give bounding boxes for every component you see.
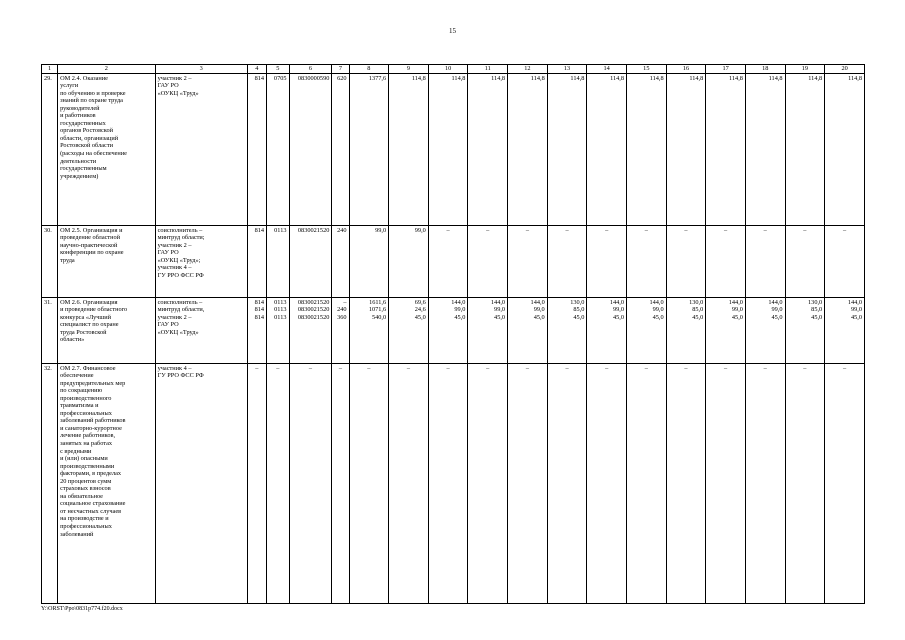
year-value-cell: 130,0 85,0 45,0 <box>547 297 587 363</box>
header-cell: 10 <box>428 65 468 74</box>
year-value-cell: 144,0 99,0 45,0 <box>468 297 508 363</box>
year-value-cell: 114,8 <box>666 73 706 225</box>
year-value-cell: 114,8 <box>785 73 825 225</box>
program-table <box>41 64 865 604</box>
year-value-cell: 144,0 99,0 45,0 <box>627 297 667 363</box>
table-row <box>42 73 865 225</box>
measure-name: ОМ 2.4. Оказание услуги по обучению и проверке знаний по охране труда руководителей и работников государственных органов Ростовской области, организаций Ростовской области (расходы на обеспечение деятельности государственным учреждением) <box>58 73 156 225</box>
header-cell: 15 <box>627 65 667 74</box>
year-value-cell: – <box>706 225 746 297</box>
year-value-cell: 114,8 <box>508 73 548 225</box>
measure-name: ОМ 2.5. Организация и проведение областной научно-практической конференции по охране труда <box>58 225 156 297</box>
header-cell: 6 <box>289 65 332 74</box>
year-value-cell: – <box>627 225 667 297</box>
code-cell: 0830000590 <box>289 73 332 225</box>
header-cell: 13 <box>547 65 587 74</box>
year-value-cell: – <box>547 225 587 297</box>
executor: участник 4 – ГУ РРО ФСС РФ <box>155 363 247 603</box>
year-value-cell: 144,0 99,0 45,0 <box>428 297 468 363</box>
code-cell: 0705 <box>267 73 290 225</box>
code-cell: – <box>247 363 266 603</box>
measure-name: ОМ 2.6. Организация и проведение областного конкурса «Лучший специалист по охране труда Ростовской области» <box>58 297 156 363</box>
header-cell: 19 <box>785 65 825 74</box>
year-value-cell: 114,8 <box>389 73 429 225</box>
year-value-cell: 114,8 <box>468 73 508 225</box>
footer-file-path: Y:\ORST\Ppo\0831p774.f20.docx <box>41 606 123 612</box>
year-value-cell: – <box>785 225 825 297</box>
header-cell: 12 <box>508 65 548 74</box>
header-cell: 5 <box>267 65 290 74</box>
executor: соисполнитель – минтруд области, участник 2 – ГАУ РО «ОУКЦ «Труд» <box>155 297 247 363</box>
year-value-cell: – <box>389 363 429 603</box>
year-value-cell: – <box>468 225 508 297</box>
year-value-cell: 99,0 <box>389 225 429 297</box>
header-cell: 7 <box>332 65 349 74</box>
year-value-cell: 114,8 <box>428 73 468 225</box>
code-cell: – <box>267 363 290 603</box>
header-cell: 4 <box>247 65 266 74</box>
header-cell: 9 <box>389 65 429 74</box>
total-cell: 1611,6 1071,6 540,0 <box>349 297 389 363</box>
code-cell: 0113 0113 0113 <box>267 297 290 363</box>
row-number: 29. <box>42 73 58 225</box>
year-value-cell: – <box>587 225 627 297</box>
year-value-cell: 69,6 24,6 45,0 <box>389 297 429 363</box>
year-value-cell: – <box>825 363 865 603</box>
year-value-cell: – <box>745 363 785 603</box>
code-cell: 814 <box>247 225 266 297</box>
code-cell: 240 <box>332 225 349 297</box>
year-value-cell: – <box>428 363 468 603</box>
year-value-cell: – <box>745 225 785 297</box>
total-cell: – <box>349 363 389 603</box>
table-row <box>42 225 865 297</box>
year-value-cell: – <box>468 363 508 603</box>
header-cell: 2 <box>58 65 156 74</box>
header-cell: 14 <box>587 65 627 74</box>
header-cell: 11 <box>468 65 508 74</box>
header-row <box>42 65 865 74</box>
year-value-cell: 130,0 85,0 45,0 <box>666 297 706 363</box>
code-cell: 620 <box>332 73 349 225</box>
year-value-cell: 114,8 <box>547 73 587 225</box>
year-value-cell: 114,8 <box>627 73 667 225</box>
year-value-cell: – <box>825 225 865 297</box>
year-value-cell: 144,0 99,0 45,0 <box>587 297 627 363</box>
page-number: 15 <box>449 27 456 35</box>
year-value-cell: – <box>706 363 746 603</box>
year-value-cell: 144,0 99,0 45,0 <box>825 297 865 363</box>
code-cell: – <box>289 363 332 603</box>
header-cell: 17 <box>706 65 746 74</box>
code-cell: – 240 360 <box>332 297 349 363</box>
code-cell: 814 <box>247 73 266 225</box>
year-value-cell: – <box>428 225 468 297</box>
header-cell: 16 <box>666 65 706 74</box>
code-cell: 0830021520 <box>289 225 332 297</box>
year-value-cell: – <box>627 363 667 603</box>
code-cell: 814 814 814 <box>247 297 266 363</box>
year-value-cell: 114,8 <box>706 73 746 225</box>
year-value-cell: 144,0 99,0 45,0 <box>706 297 746 363</box>
table-row <box>42 297 865 363</box>
year-value-cell: – <box>666 225 706 297</box>
year-value-cell: 114,8 <box>587 73 627 225</box>
code-cell: 0830021520 0830021520 0830021520 <box>289 297 332 363</box>
year-value-cell: – <box>785 363 825 603</box>
year-value-cell: – <box>508 363 548 603</box>
year-value-cell: – <box>587 363 627 603</box>
header-cell: 8 <box>349 65 389 74</box>
header-cell: 1 <box>42 65 58 74</box>
year-value-cell: – <box>547 363 587 603</box>
row-number: 30. <box>42 225 58 297</box>
code-cell: – <box>332 363 349 603</box>
executor: соисполнитель – минтруд области; участник 2 – ГАУ РО «ОУКЦ «Труд»; участник 4 – ГУ РРО ФСС РФ <box>155 225 247 297</box>
total-cell: 99,0 <box>349 225 389 297</box>
year-value-cell: – <box>508 225 548 297</box>
table-row <box>42 363 865 603</box>
year-value-cell: 144,0 99,0 45,0 <box>508 297 548 363</box>
year-value-cell: 130,0 85,0 45,0 <box>785 297 825 363</box>
measure-name: ОМ 2.7. Финансовое обеспечение предупредительных мер по сокращению производственного травматизма и профессиональных заболеваний работников и санаторно-курортное лечение работников, занятых на работах с вредными и (или) опасными производственными факторами, в пределах 20 процентов сумм страховых взносов на обязательное социальное страхование от несчастных случаев на производстве и профессиональных заболеваний <box>58 363 156 603</box>
year-value-cell: – <box>666 363 706 603</box>
year-value-cell: 144,0 99,0 45,0 <box>745 297 785 363</box>
header-cell: 20 <box>825 65 865 74</box>
year-value-cell: 114,8 <box>825 73 865 225</box>
row-number: 32. <box>42 363 58 603</box>
year-value-cell: 114,8 <box>745 73 785 225</box>
row-number: 31. <box>42 297 58 363</box>
total-cell: 1377,6 <box>349 73 389 225</box>
code-cell: 0113 <box>267 225 290 297</box>
header-cell: 18 <box>745 65 785 74</box>
header-cell: 3 <box>155 65 247 74</box>
executor: участник 2 – ГАУ РО «ОУКЦ «Труд» <box>155 73 247 225</box>
